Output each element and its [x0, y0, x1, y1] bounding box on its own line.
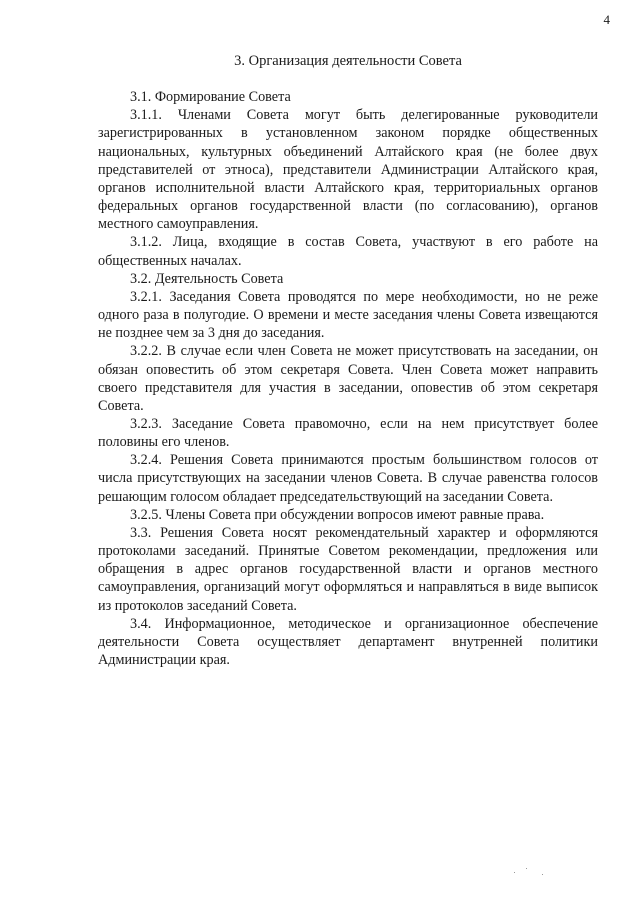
- page-number: 4: [603, 12, 610, 27]
- scan-specks: [512, 866, 552, 878]
- paragraph-3-2-4: 3.2.4. Решения Совета принимаются простым большинством голосов от числа присутствующих на заседании членов Совета. В случае равенства голосов решающим голосом обладает председательствующий на заседании Совета.: [98, 452, 598, 505]
- paragraph-3-1-2: 3.1.2. Лица, входящие в состав Совета, участвуют в его работе на общественных началах.: [98, 234, 598, 269]
- section-heading: 3. Организация деятельности Совета: [234, 53, 462, 69]
- subsection-title-3-1: 3.1. Формирование Совета: [130, 89, 291, 106]
- paragraph-3-3: 3.3. Решения Совета носят рекомендательный характер и оформляются протоколами заседаний. Принятые Советом рекомендации, предложения или обращения в адрес органов государственной власти и органов местного самоуправления, организаций могут оформляться и направляться в виде выписок из протоколов заседаний Совета.: [98, 524, 598, 614]
- paragraph-3-4: 3.4. Информационное, методическое и организационное обеспечение деятельности Совета осуществляет департамент внутренней политики Администрации края.: [98, 615, 598, 668]
- paragraph-3-2-1: 3.2.1. Заседания Совета проводятся по мере необходимости, но не реже одного раза в полугодие. О времени и месте заседания члены Совета извещаются не позднее чем за 3 дня до заседания.: [98, 288, 598, 342]
- subsection-title-3-2: 3.2. Деятельность Совета: [130, 270, 284, 287]
- paragraph-3-2-2: 3.2.2. В случае если член Совета не может присутствовать на заседании, он обязан оповестить об этом секретаря Совета. Член Совета может направить своего представителя для участия в заседании, оповестив об этом секретаря Совета.: [98, 343, 598, 414]
- paragraph-3-1-1: 3.1.1. Членами Совета могут быть делегированные руководители зарегистрированных в установленном законом порядке общественных национальных, культурных объединений Алтайского края (не более двух представителей от этноса), представители Администрации Алтайского края, органов исполнительной власти Алтайского края, территориальных органов федеральных органов государственной власти (по согласованию), органов местного самоуправления.: [98, 107, 598, 233]
- paragraph-3-2-3: 3.2.3. Заседание Совета правомочно, если на нем присутствует более половины его членов.: [98, 415, 598, 451]
- paragraph-3-2-5: 3.2.5. Члены Совета при обсуждении вопросов имеют равные права.: [130, 506, 545, 523]
- document-body: [98, 52, 598, 669]
